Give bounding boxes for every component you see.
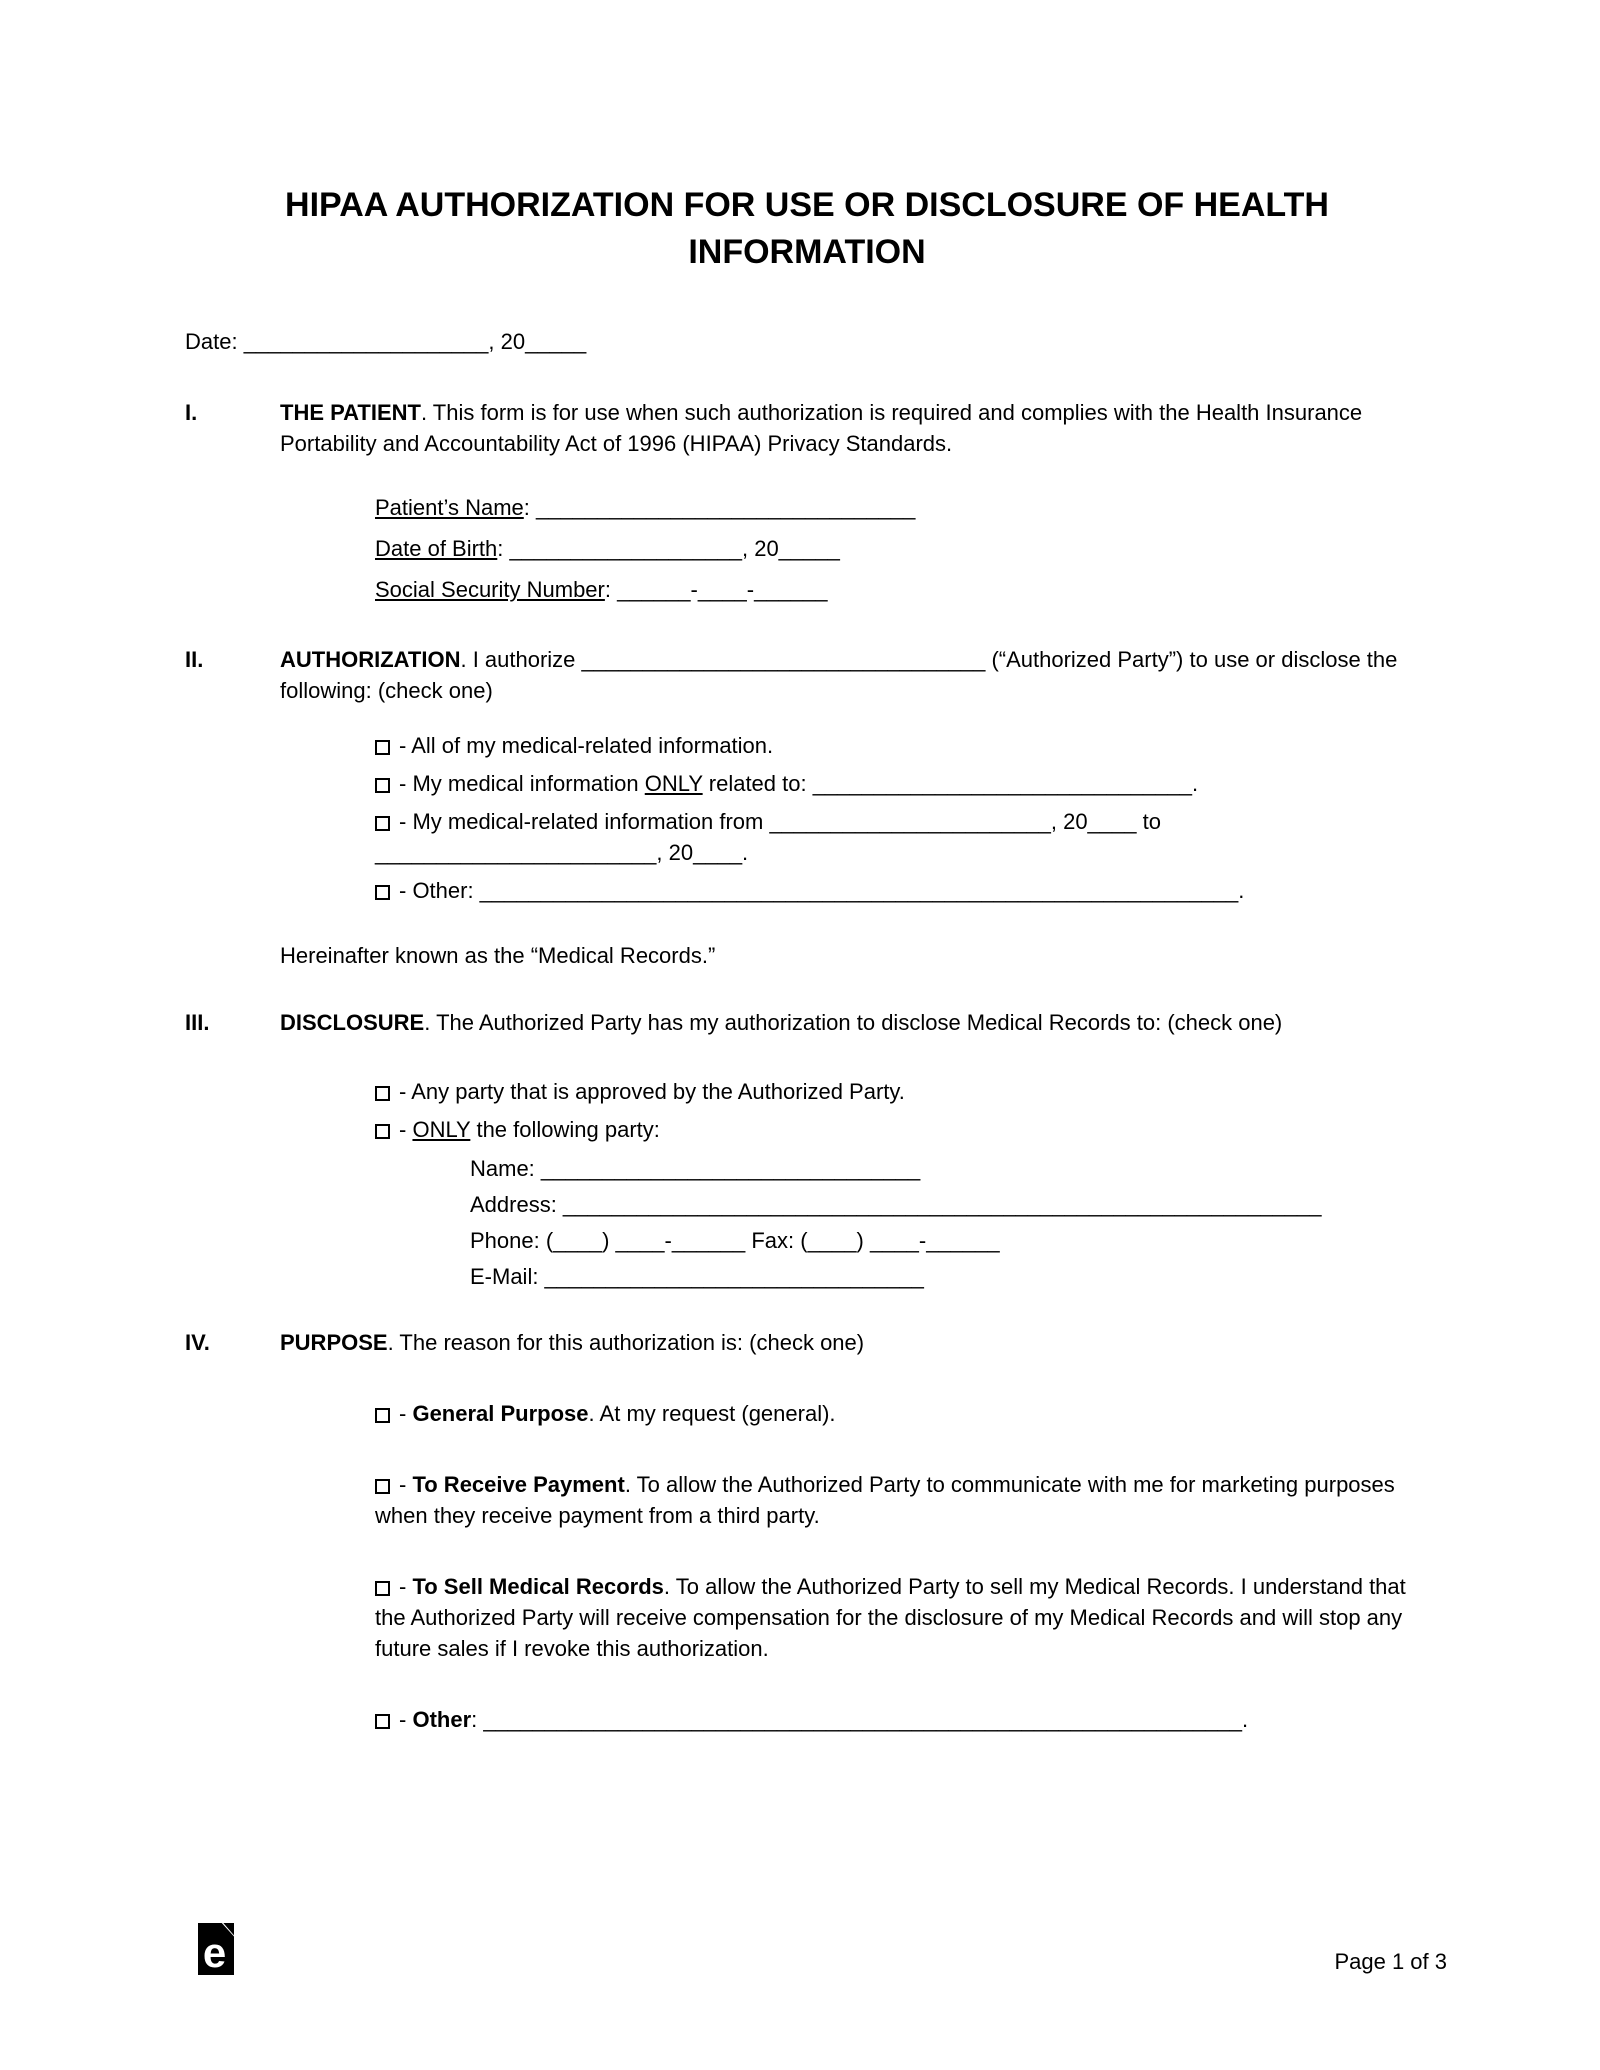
- option-only-party: - ONLY the following party:: [375, 1114, 1429, 1145]
- checkbox[interactable]: [375, 1479, 390, 1494]
- document-title: HIPAA AUTHORIZATION FOR USE OR DISCLOSURE OF HEALTH INFORMATION: [285, 186, 1329, 271]
- section-intro: AUTHORIZATION. I authorize _________________________________ (“Authorized Party”) to use or disclose the following: (check one): [280, 647, 1398, 703]
- patient-name-blank[interactable]: : _______________________________: [523, 495, 916, 520]
- authorized-party-blank[interactable]: _________________________________: [581, 647, 986, 672]
- checkbox[interactable]: [375, 1714, 390, 1729]
- date-of-birth-blank[interactable]: : ___________________, 20_____: [497, 536, 840, 561]
- party-phone-fax-field[interactable]: Phone: (____) ____-______ Fax: (____) ____-______: [470, 1228, 1000, 1253]
- patient-name-label: Patient’s Name: [375, 495, 524, 520]
- option-other-purpose: - Other: ______________________________________________________________.: [375, 1704, 1429, 1735]
- party-name-field[interactable]: Name: _______________________________: [470, 1156, 921, 1181]
- section-numeral: I.: [185, 400, 198, 425]
- option-sell-medical-records: - To Sell Medical Records. To allow the Authorized Party to sell my Medical Records. I understand that the Authorized Party will receive compensation for the disclosure of my Medical Records and will stop any future sales if I revoke this authorization.: [375, 1574, 1406, 1661]
- section-intro: DISCLOSURE. The Authorized Party has my authorization to disclose Medical Records to: (check one): [280, 1010, 1283, 1035]
- ssn-field: [375, 569, 1429, 610]
- section-title: AUTHORIZATION: [280, 647, 461, 672]
- date-field: Date: ____________________, 20_____: [185, 329, 587, 354]
- option-general-purpose: - General Purpose. At my request (general).: [375, 1398, 1429, 1429]
- option-only-related-info: - My medical information ONLY related to: _______________________________.: [375, 768, 1429, 799]
- section-title: DISCLOSURE: [280, 1010, 425, 1035]
- section-purpose: [185, 1327, 1429, 1735]
- patient-name-field: [375, 487, 1429, 528]
- section-disclosure: [185, 1007, 1429, 1295]
- party-email-field[interactable]: E-Mail: _______________________________: [470, 1264, 924, 1289]
- option-date-range-info: - My medical-related information from _______________________, 20____ to _______________________, 20____.: [375, 809, 1161, 865]
- eforms-logo: [198, 1923, 234, 1975]
- checkbox[interactable]: [375, 1581, 390, 1596]
- section-numeral: III.: [185, 1010, 210, 1035]
- section-intro: THE PATIENT. This form is for use when such authorization is required and complies with the Health Insurance Portability and Accountability Act of 1996 (HIPAA) Privacy Standards.: [280, 400, 1363, 456]
- authorization-options: [375, 730, 1429, 906]
- purpose-options: [375, 1398, 1429, 1735]
- section-authorization: [185, 644, 1429, 971]
- party-address-field[interactable]: Address: ______________________________________________________________: [470, 1192, 1322, 1217]
- ssn-blank[interactable]: : ______-____-______: [604, 577, 828, 602]
- option-any-party: - Any party that is approved by the Authorized Party.: [375, 1076, 1429, 1107]
- option-all-medical-info: - All of my medical-related information.: [375, 730, 1429, 761]
- section-numeral: II.: [185, 647, 204, 672]
- logo-letter: e: [202, 1929, 227, 1976]
- section-intro: PURPOSE. The reason for this authorization is: (check one): [280, 1330, 865, 1355]
- option-other-info: - Other: ______________________________________________________________.: [375, 875, 1429, 906]
- party-contact-fields: [470, 1151, 1429, 1295]
- section-title: THE PATIENT: [280, 400, 421, 425]
- patient-fields: [375, 487, 1429, 610]
- checkbox[interactable]: [375, 778, 390, 793]
- checkbox[interactable]: [375, 885, 390, 900]
- checkbox[interactable]: [375, 816, 390, 831]
- section-title: PURPOSE: [280, 1330, 388, 1355]
- checkbox[interactable]: [375, 1408, 390, 1423]
- option-receive-payment: - To Receive Payment. To allow the Authorized Party to communicate with me for marketing purposes when they receive payment from a third party.: [375, 1472, 1395, 1528]
- ssn-label: Social Security Number: [375, 577, 605, 602]
- checkbox[interactable]: [375, 1086, 390, 1101]
- page-number: Page 1 of 3: [1334, 1949, 1447, 1974]
- date-of-birth-label: Date of Birth: [375, 536, 498, 561]
- disclosure-options: [375, 1076, 1429, 1145]
- date-of-birth-field: [375, 528, 1429, 569]
- section-numeral: IV.: [185, 1330, 210, 1355]
- checkbox[interactable]: [375, 740, 390, 755]
- section-the-patient: [185, 397, 1429, 610]
- medical-records-note: Hereinafter known as the “Medical Records.”: [280, 943, 716, 968]
- checkbox[interactable]: [375, 1124, 390, 1139]
